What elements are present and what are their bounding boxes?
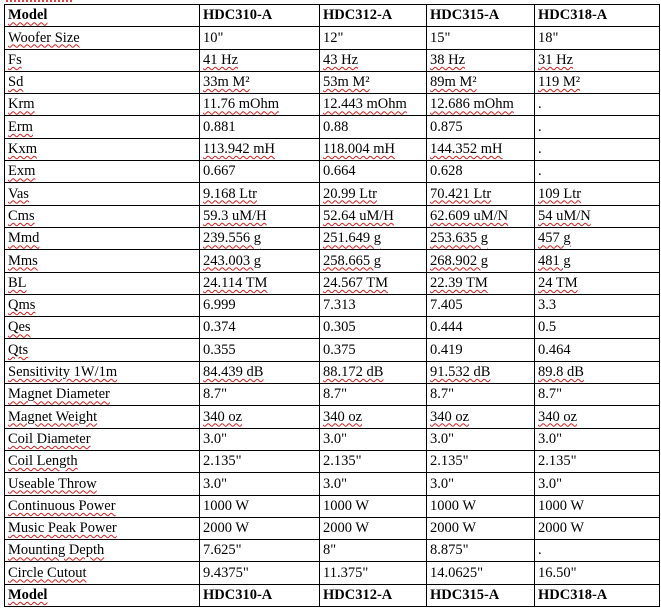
row-label: Sd — [8, 74, 24, 91]
value-cell[interactable] — [535, 250, 660, 272]
row-label: Music Peak Power — [8, 520, 117, 537]
value-cell[interactable] — [320, 183, 427, 205]
row-label-cell[interactable] — [5, 27, 200, 49]
value-cell[interactable] — [320, 205, 427, 227]
cell-value: 8.7" — [430, 386, 455, 403]
value-cell[interactable] — [535, 428, 660, 450]
cell-value: 54 uM/N — [538, 207, 591, 224]
row-label-cell[interactable] — [5, 272, 200, 294]
row-label-cell[interactable] — [5, 517, 200, 539]
cell-value: 251.649 g — [323, 230, 381, 247]
table-row — [5, 495, 660, 517]
table-row — [5, 450, 660, 472]
row-label: Mounting Depth — [8, 542, 105, 559]
row-label-cell[interactable] — [5, 384, 200, 406]
cell-value: 268.902 g — [430, 252, 488, 269]
table-row — [5, 27, 660, 49]
value-cell[interactable] — [427, 250, 535, 272]
value-cell[interactable] — [535, 317, 660, 339]
header-model-cell[interactable] — [200, 5, 320, 27]
row-label: Coil Diameter — [8, 430, 91, 447]
cell-value: 0.628 — [430, 163, 463, 180]
cell-value: 0.875 — [430, 118, 463, 135]
value-cell[interactable] — [200, 406, 320, 428]
value-cell[interactable] — [535, 361, 660, 383]
value-cell[interactable] — [427, 227, 535, 249]
value-cell[interactable] — [320, 161, 427, 183]
header-model-cell[interactable] — [320, 5, 427, 27]
cell-value: 3.0" — [538, 475, 563, 492]
value-cell[interactable] — [427, 205, 535, 227]
value-cell[interactable] — [200, 317, 320, 339]
cell-value: 9.4375" — [203, 564, 249, 581]
header-model-3: HDC315-A — [430, 7, 500, 24]
cell-value: 24.114 TM — [203, 274, 268, 291]
cell-value: 0.374 — [203, 319, 236, 336]
table-row — [5, 71, 660, 93]
cell-value: 2000 W — [203, 520, 250, 537]
cell-value: 340 oz — [323, 408, 363, 425]
value-cell[interactable] — [427, 49, 535, 71]
cell-value: 3.0" — [430, 430, 455, 447]
value-cell[interactable] — [320, 317, 427, 339]
value-cell[interactable] — [200, 339, 320, 361]
value-cell[interactable] — [320, 473, 427, 495]
table-row — [5, 562, 660, 584]
value-cell[interactable] — [320, 49, 427, 71]
value-cell[interactable] — [320, 517, 427, 539]
value-cell[interactable] — [535, 294, 660, 316]
cell-value: 1000 W — [538, 497, 585, 514]
value-cell[interactable] — [535, 450, 660, 472]
value-cell[interactable] — [427, 116, 535, 138]
row-label: Qes — [8, 319, 31, 336]
cell-value: 2.135" — [538, 453, 577, 470]
cell-value: 253.635 g — [430, 230, 488, 247]
value-cell[interactable] — [320, 384, 427, 406]
cell-value: 7.405 — [430, 297, 463, 314]
header-model-cell[interactable] — [427, 5, 535, 27]
cell-value: 0.881 — [203, 118, 236, 135]
cell-value: 7.313 — [323, 297, 356, 314]
value-cell[interactable] — [200, 227, 320, 249]
value-cell[interactable] — [320, 540, 427, 562]
cell-value: 2000 W — [323, 520, 370, 537]
table-row — [5, 161, 660, 183]
row-label-cell[interactable] — [5, 161, 200, 183]
cell-value: 11.375" — [323, 564, 369, 581]
spec-table-body — [5, 5, 660, 607]
row-label-cell[interactable] — [5, 428, 200, 450]
cell-value: 481 g — [538, 252, 571, 269]
cell-value: 8.7" — [203, 386, 228, 403]
header-label-cell[interactable] — [5, 5, 200, 27]
cell-value: . — [538, 96, 542, 113]
cell-value: 0.444 — [430, 319, 463, 336]
table-row — [5, 361, 660, 383]
header-model-1: HDC310-A — [203, 7, 273, 24]
value-cell[interactable] — [535, 49, 660, 71]
footer-model-2: HDC312-A — [323, 587, 393, 604]
table-row — [5, 49, 660, 71]
value-cell[interactable] — [200, 540, 320, 562]
header-model-2: HDC312-A — [323, 7, 393, 24]
value-cell[interactable] — [320, 339, 427, 361]
cell-value: 59.3 uM/H — [203, 207, 267, 224]
footer-row — [5, 584, 660, 606]
value-cell[interactable] — [200, 495, 320, 517]
table-row — [5, 94, 660, 116]
value-cell[interactable] — [320, 428, 427, 450]
cell-value: 3.3 — [538, 297, 557, 314]
value-cell[interactable] — [320, 450, 427, 472]
cell-value: 3.0" — [323, 475, 348, 492]
table-row — [5, 205, 660, 227]
row-label: BL — [8, 274, 27, 291]
table-row — [5, 227, 660, 249]
value-cell[interactable] — [320, 406, 427, 428]
value-cell[interactable] — [535, 138, 660, 160]
value-cell[interactable] — [535, 384, 660, 406]
cell-value: 0.664 — [323, 163, 356, 180]
row-label: Magnet Weight — [8, 408, 98, 425]
table-row — [5, 272, 660, 294]
cell-value: 88.172 dB — [323, 364, 384, 381]
table-row — [5, 428, 660, 450]
value-cell[interactable] — [320, 138, 427, 160]
value-cell[interactable] — [535, 161, 660, 183]
cell-value: 16.50" — [538, 564, 577, 581]
value-cell[interactable] — [320, 562, 427, 584]
row-label: Useable Throw — [8, 475, 97, 492]
value-cell[interactable] — [320, 495, 427, 517]
table-row — [5, 517, 660, 539]
value-cell[interactable] — [320, 71, 427, 93]
value-cell[interactable] — [535, 562, 660, 584]
row-label-cell[interactable] — [5, 495, 200, 517]
cell-value: 258.665 g — [323, 252, 381, 269]
value-cell[interactable] — [535, 227, 660, 249]
header-model-cell[interactable] — [535, 5, 660, 27]
value-cell[interactable] — [200, 49, 320, 71]
cell-value: 15" — [430, 29, 451, 46]
cell-value: 0.419 — [430, 341, 463, 358]
value-cell[interactable] — [427, 495, 535, 517]
value-cell[interactable] — [427, 562, 535, 584]
value-cell[interactable] — [200, 384, 320, 406]
row-label: Fs — [8, 51, 22, 68]
cell-value: . — [538, 118, 542, 135]
cell-value: 91.532 dB — [430, 364, 491, 381]
table-row — [5, 317, 660, 339]
value-cell[interactable] — [427, 473, 535, 495]
row-label: Woofer Size — [8, 29, 80, 46]
value-cell[interactable] — [535, 272, 660, 294]
cell-value: . — [538, 163, 542, 180]
cell-value: 43 Hz — [323, 51, 359, 68]
value-cell[interactable] — [427, 294, 535, 316]
row-label: Mmd — [8, 230, 40, 247]
cell-value: 2.135" — [323, 453, 362, 470]
cell-value: 8.7" — [538, 386, 563, 403]
row-label: Qts — [8, 341, 29, 358]
table-row — [5, 384, 660, 406]
footer-model-3: HDC315-A — [430, 587, 500, 604]
value-cell[interactable] — [427, 183, 535, 205]
value-cell[interactable] — [535, 27, 660, 49]
cell-value: 24.567 TM — [323, 274, 388, 291]
cell-value: 3.0" — [203, 475, 228, 492]
value-cell[interactable] — [320, 116, 427, 138]
row-label: Circle Cutout — [8, 564, 87, 581]
cell-value: 89m M² — [430, 74, 477, 91]
row-label: Cms — [8, 207, 35, 224]
row-label: Exm — [8, 163, 36, 180]
cell-value: 62.609 uM/N — [430, 207, 509, 224]
cell-value: 6.999 — [203, 297, 236, 314]
footer-label: Model — [8, 587, 48, 604]
row-label: Continuous Power — [8, 497, 116, 514]
table-row — [5, 183, 660, 205]
row-label: Coil Length — [8, 453, 78, 470]
cell-value: 0.375 — [323, 341, 356, 358]
table-row — [5, 406, 660, 428]
cell-value: 24 TM — [538, 274, 578, 291]
cell-value: 119 M² — [538, 74, 581, 91]
value-cell[interactable] — [427, 94, 535, 116]
cell-value: 3.0" — [203, 430, 228, 447]
cell-value: 11.76 mOhm — [203, 96, 279, 113]
table-row — [5, 116, 660, 138]
row-label-cell[interactable] — [5, 94, 200, 116]
cell-value: 70.421 Ltr — [430, 185, 492, 202]
row-label-cell[interactable] — [5, 116, 200, 138]
cell-value: 89.8 dB — [538, 364, 584, 381]
value-cell[interactable] — [427, 27, 535, 49]
row-label-cell[interactable] — [5, 183, 200, 205]
cell-value: 53m M² — [323, 74, 370, 91]
cell-value: 12.686 mOhm — [430, 96, 514, 113]
footer-model-cell[interactable] — [535, 584, 660, 606]
cell-value: 3.0" — [430, 475, 455, 492]
value-cell[interactable] — [427, 406, 535, 428]
footer-label-cell[interactable] — [5, 584, 200, 606]
value-cell[interactable] — [200, 94, 320, 116]
cell-value: 243.003 g — [203, 252, 261, 269]
header-label: Model — [8, 7, 48, 24]
value-cell[interactable] — [427, 138, 535, 160]
value-cell[interactable] — [200, 71, 320, 93]
value-cell[interactable] — [320, 227, 427, 249]
cell-value: 20.99 Ltr — [323, 185, 377, 202]
value-cell[interactable] — [427, 450, 535, 472]
row-label: Mms — [8, 252, 38, 269]
cell-value: 1000 W — [430, 497, 477, 514]
value-cell[interactable] — [320, 27, 427, 49]
cell-value: 33m M² — [203, 74, 250, 91]
cell-value: . — [538, 542, 542, 559]
cell-value: 0.88 — [323, 118, 349, 135]
cell-value: 9.168 Ltr — [203, 185, 257, 202]
cell-value: 118.004 mH — [323, 141, 395, 158]
value-cell[interactable] — [535, 406, 660, 428]
row-label-cell[interactable] — [5, 406, 200, 428]
cell-value: 340 oz — [538, 408, 578, 425]
cell-value: 0.464 — [538, 341, 571, 358]
cell-value: 239.556 g — [203, 230, 261, 247]
cell-value: 18" — [538, 29, 559, 46]
cell-value: 1000 W — [203, 497, 250, 514]
row-label-cell[interactable] — [5, 540, 200, 562]
cell-value: 2.135" — [430, 453, 469, 470]
value-cell[interactable] — [535, 205, 660, 227]
cell-value: 10" — [203, 29, 224, 46]
value-cell[interactable] — [200, 27, 320, 49]
footer-model-4: HDC318-A — [538, 587, 608, 604]
value-cell[interactable] — [535, 339, 660, 361]
cell-value: . — [538, 141, 542, 158]
header-row — [5, 5, 660, 27]
row-label-cell[interactable] — [5, 138, 200, 160]
footer-model-cell[interactable] — [320, 584, 427, 606]
value-cell[interactable] — [427, 361, 535, 383]
table-row — [5, 250, 660, 272]
value-cell[interactable] — [200, 116, 320, 138]
table-row — [5, 294, 660, 316]
value-cell[interactable] — [535, 473, 660, 495]
value-cell[interactable] — [320, 250, 427, 272]
value-cell[interactable] — [427, 384, 535, 406]
cell-value: 38 Hz — [430, 51, 466, 68]
table-row — [5, 339, 660, 361]
value-cell[interactable] — [535, 71, 660, 93]
row-label-cell[interactable] — [5, 71, 200, 93]
value-cell[interactable] — [427, 540, 535, 562]
cell-value: 22.39 TM — [430, 274, 488, 291]
value-cell[interactable] — [200, 450, 320, 472]
value-cell[interactable] — [535, 116, 660, 138]
cell-value: 52.64 uM/H — [323, 207, 394, 224]
value-cell[interactable] — [535, 94, 660, 116]
value-cell[interactable] — [200, 428, 320, 450]
row-label: Sensitivity 1W/1m — [8, 364, 118, 381]
value-cell[interactable] — [535, 495, 660, 517]
cell-value: 457 g — [538, 230, 571, 247]
cell-value: 14.0625" — [430, 564, 484, 581]
cell-value: 2000 W — [430, 520, 477, 537]
value-cell[interactable] — [200, 161, 320, 183]
row-label-cell[interactable] — [5, 361, 200, 383]
row-label-cell[interactable] — [5, 339, 200, 361]
row-label: Qms — [8, 297, 36, 314]
cell-value: 12.443 mOhm — [323, 96, 407, 113]
cell-value: 8.875" — [430, 542, 469, 559]
row-label-cell[interactable] — [5, 250, 200, 272]
table-row — [5, 540, 660, 562]
value-cell[interactable] — [200, 562, 320, 584]
value-cell[interactable] — [535, 517, 660, 539]
cell-value: 8.7" — [323, 386, 348, 403]
cell-value: 3.0" — [538, 430, 563, 447]
cell-value: 84.439 dB — [203, 364, 264, 381]
value-cell[interactable] — [427, 71, 535, 93]
row-label-cell[interactable] — [5, 205, 200, 227]
footer-model-1: HDC310-A — [203, 587, 273, 604]
footer-model-cell[interactable] — [427, 584, 535, 606]
cell-value: 0.305 — [323, 319, 356, 336]
row-label: Kxm — [8, 141, 37, 158]
cell-value: 2000 W — [538, 520, 585, 537]
cell-value: 0.5 — [538, 319, 557, 336]
value-cell[interactable] — [427, 339, 535, 361]
row-label: Vas — [8, 185, 29, 202]
cell-value: 340 oz — [203, 408, 243, 425]
cell-value: 41 Hz — [203, 51, 239, 68]
cell-value: 1000 W — [323, 497, 370, 514]
value-cell[interactable] — [200, 517, 320, 539]
value-cell[interactable] — [427, 428, 535, 450]
row-label: Erm — [8, 118, 33, 135]
row-label-cell[interactable] — [5, 450, 200, 472]
row-label: Krm — [8, 96, 35, 113]
value-cell[interactable] — [320, 94, 427, 116]
row-label-cell[interactable] — [5, 562, 200, 584]
value-cell[interactable] — [200, 138, 320, 160]
row-label-cell[interactable] — [5, 227, 200, 249]
value-cell[interactable] — [320, 361, 427, 383]
value-cell[interactable] — [320, 294, 427, 316]
value-cell[interactable] — [535, 183, 660, 205]
value-cell[interactable] — [200, 294, 320, 316]
value-cell[interactable] — [200, 183, 320, 205]
cell-value: 113.942 mH — [203, 141, 275, 158]
value-cell[interactable] — [200, 361, 320, 383]
value-cell[interactable] — [200, 473, 320, 495]
cell-value: 0.355 — [203, 341, 236, 358]
cell-value: 8" — [323, 542, 337, 559]
table-row — [5, 138, 660, 160]
cell-value: 7.625" — [203, 542, 242, 559]
cell-value: 3.0" — [323, 430, 348, 447]
cell-value: 109 Ltr — [538, 185, 582, 202]
row-label-cell[interactable] — [5, 49, 200, 71]
cell-value: 31 Hz — [538, 51, 574, 68]
header-model-4: HDC318-A — [538, 7, 608, 24]
row-label-cell[interactable] — [5, 294, 200, 316]
table-row — [5, 473, 660, 495]
cell-value: 2.135" — [203, 453, 242, 470]
value-cell[interactable] — [200, 205, 320, 227]
value-cell[interactable] — [535, 540, 660, 562]
value-cell[interactable] — [320, 272, 427, 294]
cell-value: 144.352 mH — [430, 141, 503, 158]
value-cell[interactable] — [200, 272, 320, 294]
row-label-cell[interactable] — [5, 473, 200, 495]
speaker-spec-table — [4, 4, 660, 607]
row-label: Magnet Diameter — [8, 386, 110, 403]
value-cell[interactable] — [427, 517, 535, 539]
value-cell[interactable] — [200, 250, 320, 272]
value-cell[interactable] — [427, 272, 535, 294]
cell-value: 340 oz — [430, 408, 470, 425]
cell-value: 12" — [323, 29, 344, 46]
value-cell[interactable] — [427, 317, 535, 339]
cell-value: 0.667 — [203, 163, 236, 180]
row-label-cell[interactable] — [5, 317, 200, 339]
value-cell[interactable] — [427, 161, 535, 183]
footer-model-cell[interactable] — [200, 584, 320, 606]
